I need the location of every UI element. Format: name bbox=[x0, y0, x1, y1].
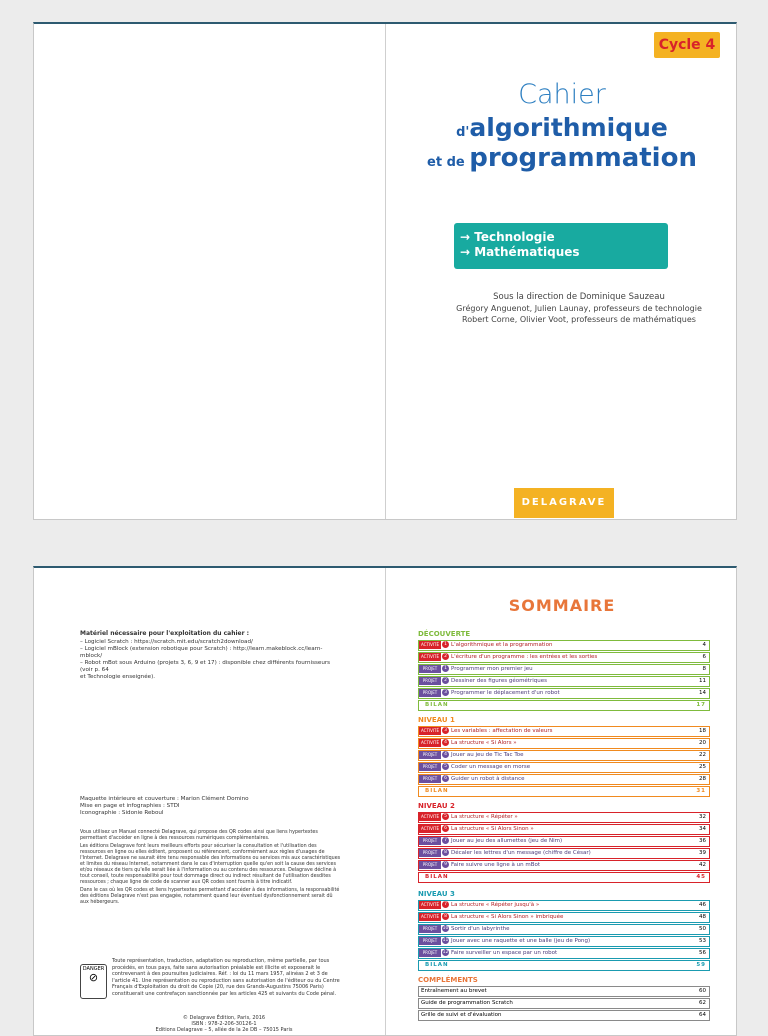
toc-number: 1 bbox=[442, 641, 449, 648]
toc-label: Dessiner des figures géométriques bbox=[451, 678, 547, 684]
toc-label: Jouer au jeu de Tic Tac Toe bbox=[451, 752, 524, 758]
toc-entry[interactable] bbox=[418, 986, 710, 997]
toc-entry[interactable] bbox=[418, 900, 710, 911]
toc-type-tag: PROJET bbox=[419, 925, 441, 933]
toc-label: La structure « Répéter jusqu'à » bbox=[451, 902, 540, 908]
copyright-text: Toute représentation, traduction, adaptation ou reproduction, même partielle, par tous procédés, en tous pays, faite sans autorisation préalable est illicite et exposerait le contrevenant à des poursuites judiciaires. Réf. : loi du 11 mars 1957, alinéas 2 et 3 de l'article 41. Une représentation ou reproduction sans autorisation de l'éditeur ou du Centre Français d'Exploitation du droit de Copie (20, rue des Grands-Augustins 75006 Paris) constituerait une contrefaçon sanctionnée par les articles 425 et suivants du Code pénal. bbox=[112, 958, 340, 997]
title-word: algorithmique bbox=[469, 113, 668, 142]
toc-entry[interactable] bbox=[418, 664, 710, 675]
cover-spread bbox=[33, 22, 737, 520]
toc-page-number: 6 bbox=[702, 654, 706, 660]
toc-label: L'algorithmique et la programmation bbox=[451, 642, 553, 648]
title-prefix: d' bbox=[456, 125, 470, 140]
authors-block bbox=[414, 292, 744, 325]
toc-entry[interactable] bbox=[418, 924, 710, 935]
toc-page-number: 20 bbox=[699, 740, 706, 746]
toc-page-number: 22 bbox=[699, 752, 706, 758]
material-line: – Logiciel mBlock (extension robotique pour Scratch) : http://learn.makeblock.cc/learn-mblock/ bbox=[80, 646, 323, 659]
toc-type-tag: ACTIVITÉ bbox=[419, 739, 441, 747]
toc-type-tag: PROJET bbox=[419, 861, 441, 869]
subject-mathematiques: → Mathématiques bbox=[460, 245, 580, 259]
toc-number: 10 bbox=[442, 926, 449, 931]
toc-type-tag: ACTIVITÉ bbox=[419, 901, 441, 909]
toc-page-number: 56 bbox=[699, 950, 706, 956]
toc-number: 8 bbox=[442, 849, 449, 856]
toc-number: 6 bbox=[442, 775, 449, 782]
toc-label: La structure « Si Alors » bbox=[451, 740, 517, 746]
toc-type-tag: ACTIVITÉ bbox=[419, 727, 441, 735]
toc-entry[interactable] bbox=[418, 700, 710, 711]
toc-entry[interactable] bbox=[418, 774, 710, 785]
toc-type-tag: ACTIVITÉ bbox=[419, 813, 441, 821]
section-title: NIVEAU 3 bbox=[418, 890, 455, 898]
toc-page-number: 59 bbox=[696, 962, 706, 968]
toc-entry[interactable] bbox=[418, 652, 710, 663]
subjects-banner bbox=[454, 223, 668, 269]
toc-type-tag: ACTIVITÉ bbox=[419, 825, 441, 833]
toc-number: 12 bbox=[442, 950, 449, 955]
toc-number: 11 bbox=[442, 938, 449, 943]
toc-entry[interactable] bbox=[418, 960, 710, 971]
page-fold bbox=[385, 568, 386, 1035]
toc-label: Décaler les lettres d'un message (chiffre de César) bbox=[451, 850, 591, 856]
toc-entry[interactable] bbox=[418, 998, 710, 1009]
toc-number: 7 bbox=[442, 901, 449, 908]
toc-page-number: 14 bbox=[699, 690, 706, 696]
sommaire-section bbox=[418, 630, 710, 712]
toc-number: 2 bbox=[442, 677, 449, 684]
toc-page-number: 45 bbox=[696, 874, 706, 880]
toc-type-tag: PROJET bbox=[419, 689, 441, 697]
toc-page-number: 39 bbox=[699, 850, 706, 856]
cover-title-algorithmique bbox=[386, 113, 738, 142]
toc-type-tag: PROJET bbox=[419, 677, 441, 685]
authors-line: Grégory Anguenot, Julien Launay, professeurs de technologie bbox=[456, 304, 702, 313]
toc-label: Faire surveiller un espace par un robot bbox=[451, 950, 558, 956]
title-prefix: et de bbox=[427, 155, 470, 170]
toc-entry[interactable] bbox=[418, 812, 710, 823]
material-line: – Robot mBot sous Arduino (projets 3, 6, 9 et 17) : disponible chez différents fournisseurs (voir p. 64 bbox=[80, 660, 331, 673]
toc-label: La structure « Si Alors Sinon » bbox=[451, 826, 534, 832]
toc-entry[interactable] bbox=[418, 786, 710, 797]
imprint-line: © Delagrave Édition, Paris, 2016 bbox=[182, 1015, 266, 1021]
toc-number: 3 bbox=[442, 727, 449, 734]
toc-entry[interactable] bbox=[418, 936, 710, 947]
section-title: COMPLÉMENTS bbox=[418, 976, 478, 984]
sommaire-section bbox=[418, 976, 710, 1022]
toc-page-number: 36 bbox=[699, 838, 706, 844]
toc-entry[interactable] bbox=[418, 688, 710, 699]
toc-entry[interactable] bbox=[418, 836, 710, 847]
toc-entry[interactable] bbox=[418, 676, 710, 687]
credits-block bbox=[80, 796, 342, 817]
toc-entry[interactable] bbox=[418, 762, 710, 773]
publisher-logo: DELAGRAVE bbox=[514, 488, 614, 518]
toc-page-number: 42 bbox=[699, 862, 706, 868]
toc-type-tag: PROJET bbox=[419, 849, 441, 857]
imprint-block bbox=[124, 1015, 324, 1033]
toc-label: Jouer avec une raquette et une balle (jeu de Pong) bbox=[451, 938, 591, 944]
toc-entry[interactable] bbox=[418, 872, 710, 883]
legal-paragraph: Vous utilisez un Manuel connecté Delagrave, qui propose des QR codes ainsi que liens hypertextes permettant d'accéder en ligne à des ressources numériques complémentaires. bbox=[80, 830, 318, 841]
legal-paragraph: Dans le cas où les QR codes et liens hypertextes permettant d'accéder à des informations, la responsabilité des éditions Delagrave n'est pas engagée, notamment quand leur éventuel dysfonctionnement serait dû aux hébergeurs. bbox=[80, 888, 340, 905]
toc-page-number: 62 bbox=[699, 1000, 706, 1006]
mise-en-page-line: Mise en page et infographies : STDI bbox=[80, 803, 180, 809]
legal-block bbox=[80, 830, 342, 908]
subject-technologie: → Technologie bbox=[460, 230, 555, 244]
direction-line: Sous la direction de Dominique Sauzeau bbox=[493, 292, 665, 302]
toc-page-number: 17 bbox=[696, 702, 706, 708]
sommaire-section bbox=[418, 890, 710, 972]
toc-label: Sortir d'un labyrinthe bbox=[451, 926, 510, 932]
maquette-line: Maquette intérieure et couverture : Marion Clément Domino bbox=[80, 796, 249, 802]
toc-entry[interactable] bbox=[418, 860, 710, 871]
toc-type-tag: PROJET bbox=[419, 937, 441, 945]
toc-number: 2 bbox=[442, 653, 449, 660]
toc-page-number: 32 bbox=[699, 814, 706, 820]
imprint-line: Editions Delagrave – 5, allée de la 2e DB – 75015 Paris bbox=[155, 1027, 293, 1033]
toc-page-number: 50 bbox=[699, 926, 706, 932]
toc-label: BILAN bbox=[425, 874, 449, 880]
toc-label: La structure « Répéter » bbox=[451, 814, 518, 820]
iconographie-line: Iconographie : Sidonie Reboul bbox=[80, 810, 164, 816]
toc-number: 1 bbox=[442, 665, 449, 672]
toc-type-tag: PROJET bbox=[419, 751, 441, 759]
toc-number: 4 bbox=[442, 751, 449, 758]
toc-type-tag: PROJET bbox=[419, 949, 441, 957]
cycle-badge: Cycle 4 bbox=[654, 32, 720, 58]
toc-page-number: 48 bbox=[699, 914, 706, 920]
contents-spread bbox=[33, 566, 737, 1036]
toc-entry[interactable] bbox=[418, 1010, 710, 1021]
toc-type-tag: PROJET bbox=[419, 837, 441, 845]
material-block bbox=[80, 630, 342, 681]
toc-number: 8 bbox=[442, 913, 449, 920]
toc-label: Les variables : affectation de valeurs bbox=[451, 728, 553, 734]
toc-type-tag: PROJET bbox=[419, 763, 441, 771]
toc-number: 3 bbox=[442, 689, 449, 696]
toc-label: Programmer mon premier jeu bbox=[451, 666, 533, 672]
toc-label: Grille de suivi et d'évaluation bbox=[421, 1012, 502, 1018]
toc-entry[interactable] bbox=[418, 912, 710, 923]
toc-page-number: 64 bbox=[699, 1012, 706, 1018]
toc-number: 5 bbox=[442, 813, 449, 820]
photocopy-danger-logo bbox=[80, 964, 107, 999]
section-title: NIVEAU 1 bbox=[418, 716, 455, 724]
toc-label: BILAN bbox=[425, 702, 449, 708]
toc-page-number: 34 bbox=[699, 826, 706, 832]
toc-type-tag: ACTIVITÉ bbox=[419, 653, 441, 661]
material-line: et Technologie enseignée). bbox=[80, 674, 156, 680]
logo-text: DANGER bbox=[82, 966, 105, 972]
toc-page-number: 4 bbox=[702, 642, 706, 648]
toc-entry[interactable] bbox=[418, 726, 710, 737]
toc-number: 5 bbox=[442, 763, 449, 770]
section-title: DÉCOUVERTE bbox=[418, 630, 471, 638]
toc-entry[interactable] bbox=[418, 848, 710, 859]
toc-label: Faire suivre une ligne à un mBot bbox=[451, 862, 540, 868]
toc-type-tag: ACTIVITÉ bbox=[419, 913, 441, 921]
toc-label: Entraînement au brevet bbox=[421, 988, 487, 994]
toc-number: 9 bbox=[442, 861, 449, 868]
toc-type-tag: ACTIVITÉ bbox=[419, 641, 441, 649]
toc-label: Jouer au jeu des allumettes (jeu de Nim) bbox=[451, 838, 563, 844]
sommaire-section bbox=[418, 802, 710, 884]
copy-icon: ⊘ bbox=[88, 971, 99, 984]
toc-entry[interactable] bbox=[418, 640, 710, 651]
toc-entry[interactable] bbox=[418, 738, 710, 749]
imprint-line: ISBN : 978-2-206-30126-1 bbox=[191, 1021, 257, 1027]
toc-entry[interactable] bbox=[418, 750, 710, 761]
toc-label: Coder un message en morse bbox=[451, 764, 531, 770]
toc-entry[interactable] bbox=[418, 948, 710, 959]
toc-page-number: 8 bbox=[702, 666, 706, 672]
toc-page-number: 60 bbox=[699, 988, 706, 994]
toc-label: BILAN bbox=[425, 788, 449, 794]
cover-title-programmation bbox=[386, 143, 738, 173]
toc-label: Guider un robot à distance bbox=[451, 776, 525, 782]
toc-number: 4 bbox=[442, 739, 449, 746]
toc-label: Programmer le déplacement d'un robot bbox=[451, 690, 560, 696]
toc-label: L'écriture d'un programme : les entrées et les sorties bbox=[451, 654, 598, 660]
title-word: programmation bbox=[469, 143, 697, 173]
toc-label: La structure « Si Alors Sinon » imbriquée bbox=[451, 914, 564, 920]
sommaire-title: SOMMAIRE bbox=[508, 596, 616, 615]
legal-paragraph: Les éditions Delagrave font leurs meilleurs efforts pour sécuriser la consultation et l'utilisation des ressources en ligne ou elles éditent, proposent ou référencent, conformément aux règles d'usages de l'Internet. Delagrave ne saurait être tenu responsable des informations ou services mis aux caractéristiques et limites du réseau Internet, notamment dans le cas d'interruption quelle qu'en soit la cause des services et/ou réseaux de tiers qu'elle serait liée à l'information ou au contenu des ressources. Delagrave décline à tout conseil, toute responsabilité pour tout dommage direct ou indirect résultant de l'utilisation desdites ressources ; chaque ligne de code de scanner aux QR codes sont fournis à titre indicatif. bbox=[80, 844, 341, 885]
toc-page-number: 25 bbox=[699, 764, 706, 770]
toc-number: 7 bbox=[442, 837, 449, 844]
toc-page-number: 53 bbox=[699, 938, 706, 944]
authors-line: Robert Corne, Olivier Voot, professeurs de mathématiques bbox=[462, 315, 696, 324]
material-title: Matériel nécessaire pour l'exploitation du cahier : bbox=[80, 630, 250, 637]
toc-page-number: 46 bbox=[699, 902, 706, 908]
sommaire-section bbox=[418, 716, 710, 798]
toc-type-tag: PROJET bbox=[419, 665, 441, 673]
cover-title-cahier: Cahier bbox=[518, 79, 606, 110]
toc-label: BILAN bbox=[425, 962, 449, 968]
toc-page-number: 11 bbox=[699, 678, 706, 684]
material-line: – Logiciel Scratch : https://scratch.mit.edu/scratch2download/ bbox=[80, 639, 253, 645]
toc-number: 6 bbox=[442, 825, 449, 832]
section-title: NIVEAU 2 bbox=[418, 802, 455, 810]
toc-page-number: 18 bbox=[699, 728, 706, 734]
toc-label: Guide de programmation Scratch bbox=[421, 1000, 513, 1006]
toc-page-number: 31 bbox=[696, 788, 706, 794]
toc-entry[interactable] bbox=[418, 824, 710, 835]
toc-page-number: 28 bbox=[699, 776, 706, 782]
toc-type-tag: PROJET bbox=[419, 775, 441, 783]
